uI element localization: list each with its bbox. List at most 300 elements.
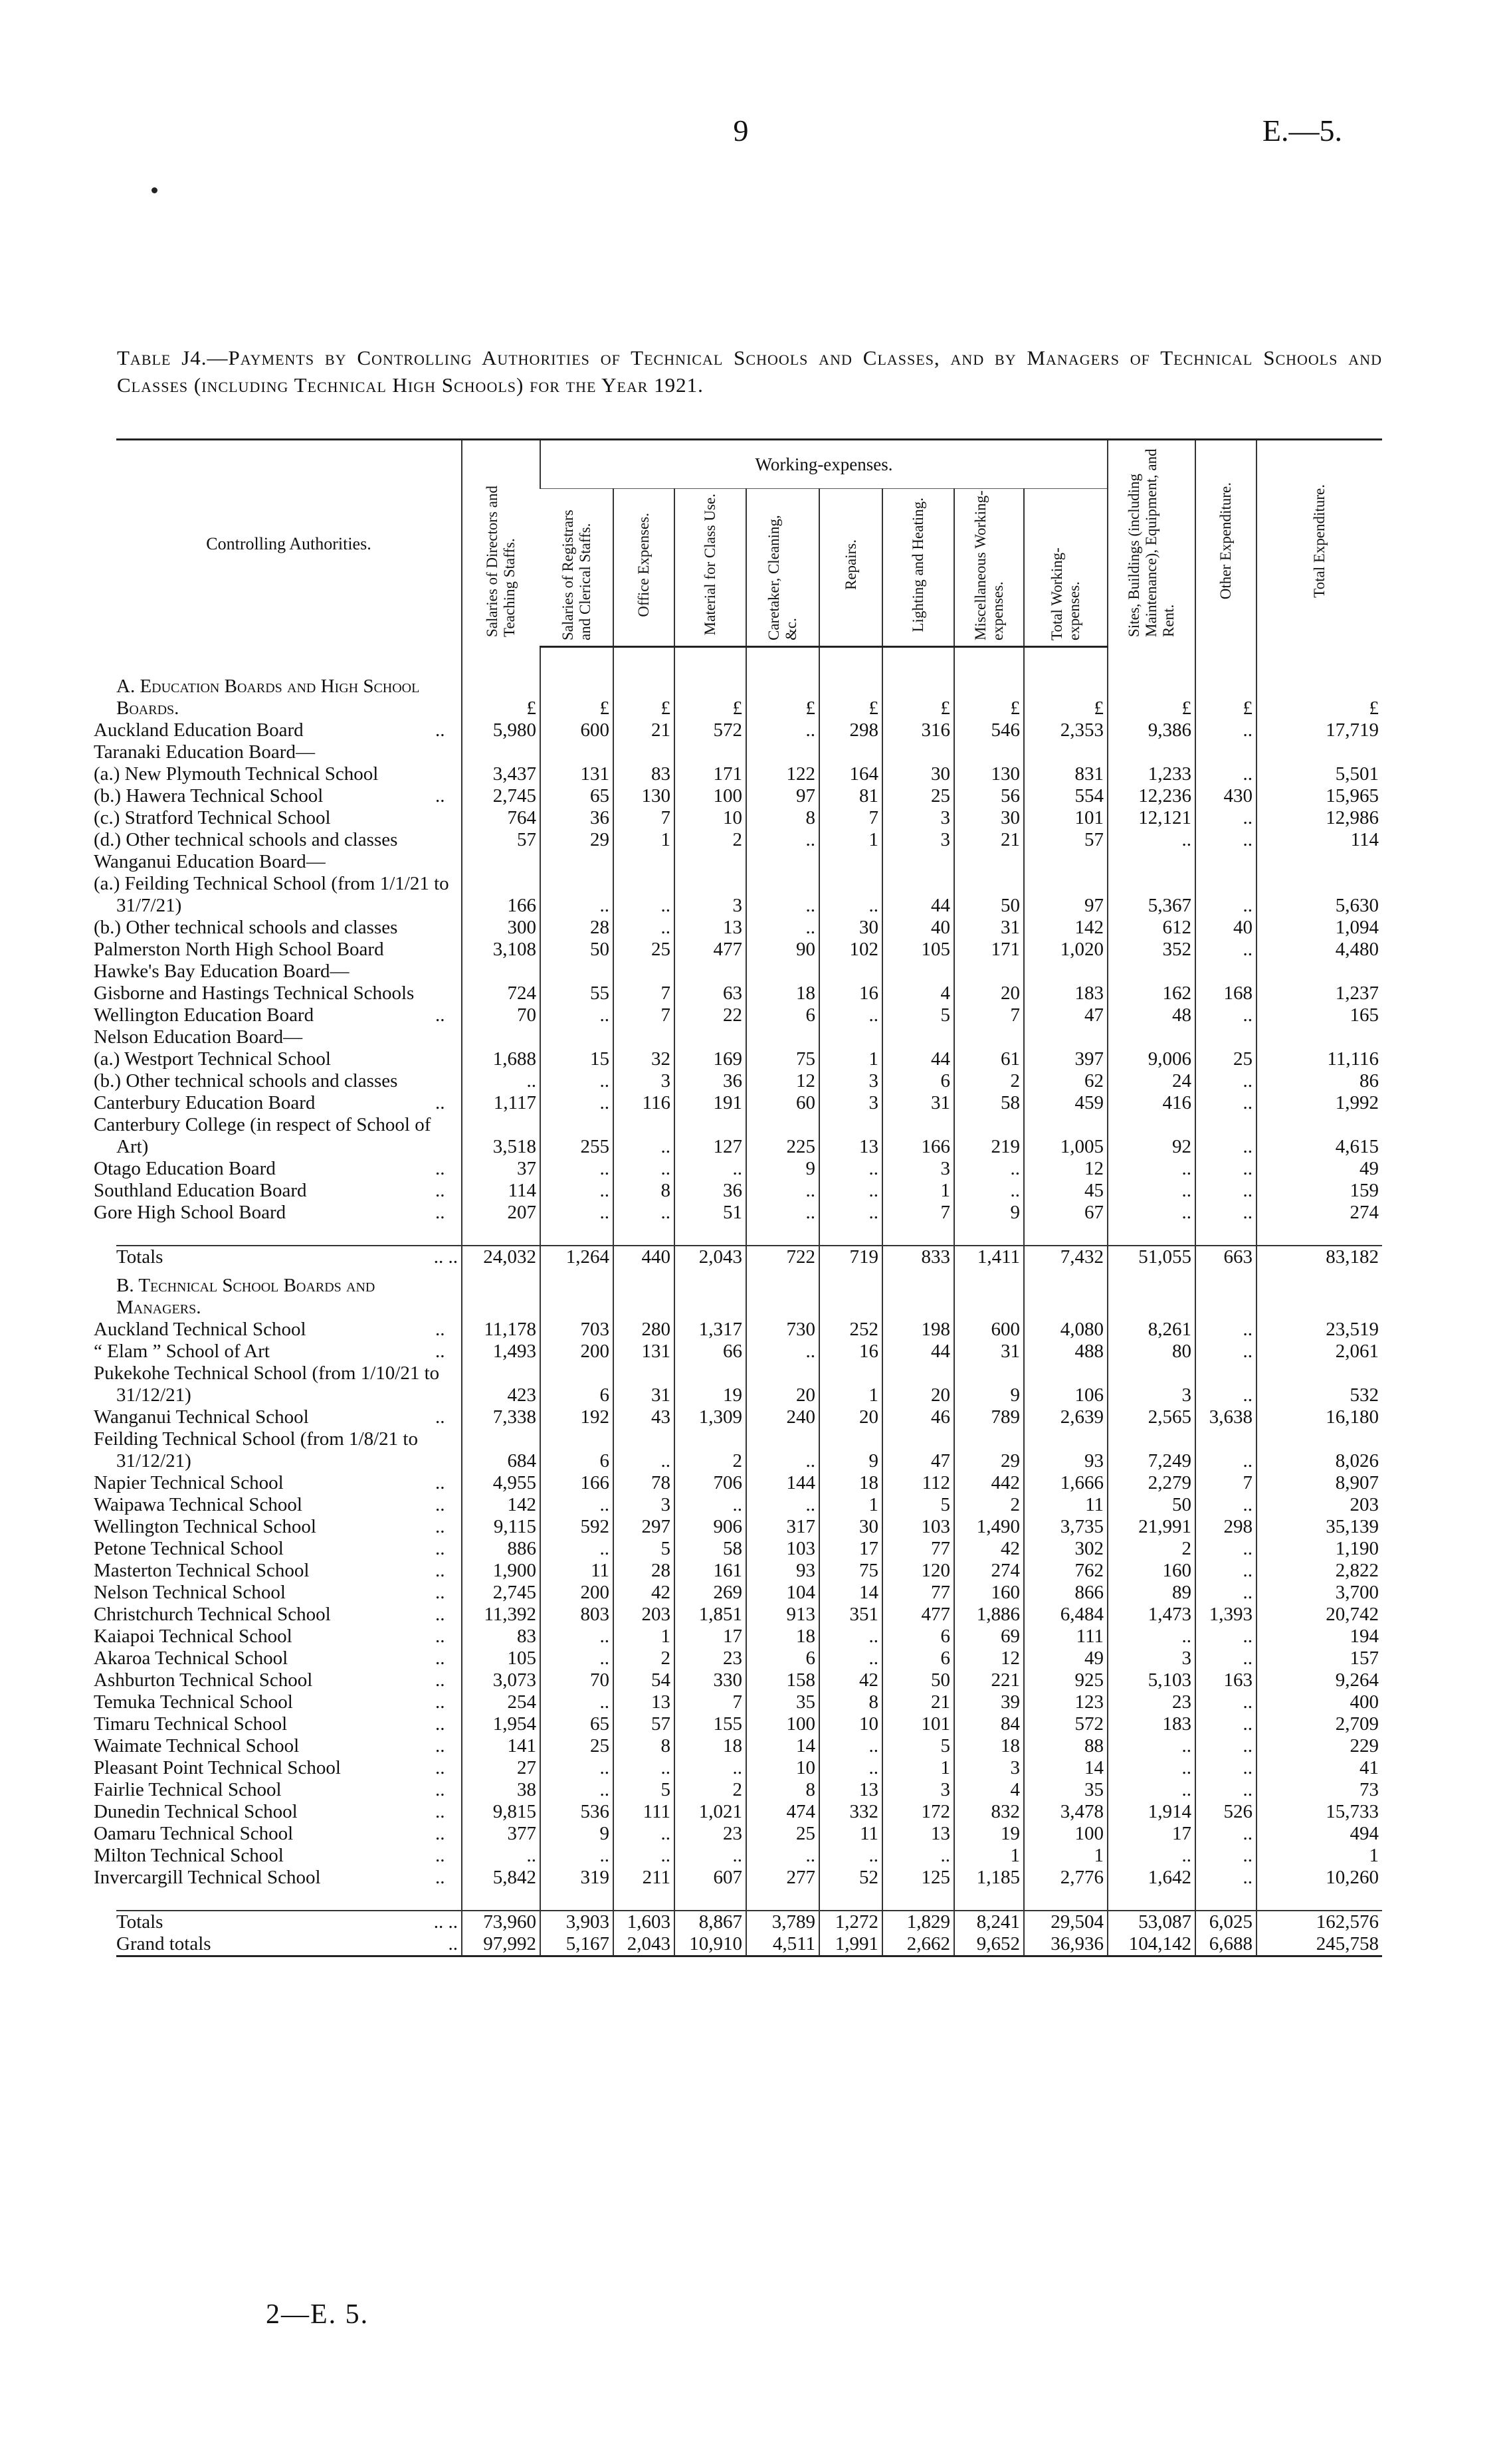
value-cell: 23: [674, 1648, 746, 1669]
document-reference: E.—5.: [1262, 114, 1342, 147]
table-row: [116, 1560, 1382, 1582]
value-cell: 12: [954, 1648, 1024, 1669]
value-cell: 20: [746, 1363, 819, 1406]
value-cell: 41: [1256, 1757, 1382, 1779]
value-cell: 183: [1024, 983, 1108, 1004]
value-cell: 21,991: [1108, 1516, 1195, 1538]
value-cell: ..: [746, 1180, 819, 1202]
value-cell: ..: [746, 1428, 819, 1472]
value-cell: 45: [1024, 1180, 1108, 1202]
table-row: [116, 1779, 1382, 1801]
value-cell: ..: [1108, 1735, 1195, 1757]
value-cell: 19: [954, 1823, 1024, 1845]
unit-pound: £: [954, 669, 1024, 719]
value-cell: 38: [462, 1779, 540, 1801]
table-row: [116, 785, 1382, 807]
total-cell: 833: [882, 1246, 954, 1268]
value-cell: 50: [954, 873, 1024, 917]
value-cell: 3: [954, 1757, 1024, 1779]
value-cell: 70: [540, 1669, 613, 1691]
value-cell: 169: [674, 1048, 746, 1070]
value-cell: 536: [540, 1801, 613, 1823]
value-cell: ..: [540, 1070, 613, 1092]
value-cell: 160: [954, 1582, 1024, 1604]
value-cell: 11,178: [462, 1319, 540, 1341]
value-cell: ..: [1195, 1180, 1256, 1202]
value-cell: 17: [674, 1626, 746, 1648]
value-cell: 30: [882, 763, 954, 785]
value-cell: 546: [954, 719, 1024, 741]
value-cell: ..: [674, 1757, 746, 1779]
value-cell: ..: [1195, 1735, 1256, 1757]
table-row: [116, 829, 1382, 851]
authority-name: Canterbury College (in respect of School of Art): [94, 1114, 431, 1157]
total-cell: 104,142: [1108, 1933, 1195, 1956]
value-cell: ..: [540, 1202, 613, 1224]
value-cell: 31: [613, 1363, 674, 1406]
value-cell: 166: [462, 873, 540, 917]
unit-pound: [882, 1268, 954, 1319]
value-cell: 10: [674, 807, 746, 829]
value-cell: 8: [819, 1691, 882, 1713]
value-cell: [1024, 851, 1108, 873]
value-cell: 114: [462, 1180, 540, 1202]
value-cell: 77: [882, 1582, 954, 1604]
value-cell: 2: [674, 1428, 746, 1472]
authority-name: Auckland Technical School ..: [94, 1319, 445, 1340]
authority-name: (a.) New Plymouth Technical School: [94, 763, 379, 785]
value-cell: ..: [819, 1004, 882, 1026]
value-cell: 1: [819, 829, 882, 851]
table-row: [116, 1713, 1382, 1735]
unit-pound: [1195, 1268, 1256, 1319]
value-cell: 81: [819, 785, 882, 807]
table-row: [116, 1004, 1382, 1026]
table-row: [116, 1867, 1382, 1889]
value-cell: 18: [954, 1735, 1024, 1757]
value-cell: [1108, 741, 1195, 763]
value-cell: 84: [954, 1713, 1024, 1735]
unit-pound: [540, 1268, 613, 1319]
authority-name: Feilding Technical School (from 1/8/21 to 31/12/21): [94, 1428, 418, 1471]
value-cell: 100: [674, 785, 746, 807]
value-cell: ..: [613, 1202, 674, 1224]
value-cell: 706: [674, 1472, 746, 1494]
value-cell: 200: [540, 1341, 613, 1363]
col-office: Office Expenses.: [613, 489, 674, 647]
value-cell: ..: [1195, 1626, 1256, 1648]
value-cell: 35: [1024, 1779, 1108, 1801]
value-cell: 442: [954, 1472, 1024, 1494]
col-caretaker: Caretaker, Cleaning, &c.: [746, 489, 819, 647]
value-cell: 36: [674, 1070, 746, 1092]
value-cell: 1,005: [1024, 1114, 1108, 1158]
payments-table: [94, 438, 1382, 1957]
value-cell: 203: [613, 1604, 674, 1626]
value-cell: 171: [954, 939, 1024, 961]
value-cell: 252: [819, 1319, 882, 1341]
authority-name: Napier Technical School ..: [94, 1472, 445, 1493]
value-cell: 83: [613, 763, 674, 785]
table-row: [116, 1582, 1382, 1604]
value-cell: 158: [746, 1669, 819, 1691]
value-cell: 166: [540, 1472, 613, 1494]
value-cell: 269: [674, 1582, 746, 1604]
value-cell: ..: [540, 1845, 613, 1867]
authority-name: Timaru Technical School ..: [94, 1713, 445, 1735]
value-cell: 3,108: [462, 939, 540, 961]
value-cell: [819, 741, 882, 763]
value-cell: 2,822: [1256, 1560, 1382, 1582]
value-cell: 1,688: [462, 1048, 540, 1070]
unit-pound: £: [882, 669, 954, 719]
value-cell: ..: [1195, 1494, 1256, 1516]
total-cell: 162,576: [1256, 1911, 1382, 1933]
value-cell: 1,886: [954, 1604, 1024, 1626]
total-cell: 4,511: [746, 1933, 819, 1956]
value-cell: 56: [954, 785, 1024, 807]
value-cell: 116: [613, 1092, 674, 1114]
value-cell: 46: [882, 1406, 954, 1428]
value-cell: 93: [746, 1560, 819, 1582]
total-cell: 1,411: [954, 1246, 1024, 1268]
value-cell: 57: [462, 829, 540, 851]
table-row: [116, 983, 1382, 1004]
table-row: [116, 1048, 1382, 1070]
value-cell: [954, 961, 1024, 983]
total-cell: 2,043: [613, 1933, 674, 1956]
value-cell: 3,638: [1195, 1406, 1256, 1428]
authority-name: Masterton Technical School ..: [94, 1560, 445, 1581]
value-cell: 127: [674, 1114, 746, 1158]
value-cell: 112: [882, 1472, 954, 1494]
value-cell: 5,367: [1108, 873, 1195, 917]
value-cell: 2,279: [1108, 1472, 1195, 1494]
value-cell: ..: [1195, 1648, 1256, 1669]
value-cell: 416: [1108, 1092, 1195, 1114]
value-cell: 211: [613, 1867, 674, 1889]
value-cell: 54: [613, 1669, 674, 1691]
value-cell: 1: [613, 829, 674, 851]
value-cell: 8: [746, 807, 819, 829]
value-cell: ..: [540, 1757, 613, 1779]
table-row: [116, 1757, 1382, 1779]
value-cell: 5,501: [1256, 763, 1382, 785]
value-cell: ..: [1195, 1713, 1256, 1735]
totals-row: [116, 1911, 1382, 1933]
value-cell: ..: [674, 1158, 746, 1180]
table-body: [94, 647, 1382, 1956]
value-cell: ..: [1108, 1626, 1195, 1648]
value-cell: ..: [613, 873, 674, 917]
value-cell: 203: [1256, 1494, 1382, 1516]
value-cell: 164: [819, 763, 882, 785]
table-row: [116, 1070, 1382, 1092]
authority-name: Pleasant Point Technical School ..: [94, 1757, 445, 1778]
value-cell: 316: [882, 719, 954, 741]
value-cell: 9: [819, 1428, 882, 1472]
value-cell: ..: [746, 829, 819, 851]
unit-pound: £: [819, 669, 882, 719]
value-cell: 7: [613, 807, 674, 829]
table-row: [116, 1363, 1382, 1406]
table-row: [116, 1472, 1382, 1494]
value-cell: [462, 1026, 540, 1048]
value-cell: ..: [819, 1757, 882, 1779]
table-row: [116, 873, 1382, 917]
value-cell: 6: [540, 1428, 613, 1472]
value-cell: ..: [613, 1158, 674, 1180]
value-cell: 3: [882, 829, 954, 851]
value-cell: 9: [954, 1363, 1024, 1406]
value-cell: 4,080: [1024, 1319, 1108, 1341]
value-cell: 1: [1256, 1845, 1382, 1867]
value-cell: 1,666: [1024, 1472, 1108, 1494]
unit-pound: [954, 1268, 1024, 1319]
value-cell: 526: [1195, 1801, 1256, 1823]
value-cell: ..: [819, 1180, 882, 1202]
section-header: [116, 669, 1382, 719]
value-cell: [540, 1026, 613, 1048]
value-cell: 183: [1108, 1713, 1195, 1735]
value-cell: [674, 1026, 746, 1048]
value-cell: 1,900: [462, 1560, 540, 1582]
authority-name: Nelson Education Board—: [94, 1026, 303, 1048]
value-cell: ..: [1195, 1428, 1256, 1472]
value-cell: 101: [882, 1713, 954, 1735]
value-cell: [954, 851, 1024, 873]
table-id: Table J4.: [117, 346, 207, 369]
value-cell: 9,815: [462, 1801, 540, 1823]
value-cell: 80: [1108, 1341, 1195, 1363]
unit-pound: £: [1195, 669, 1256, 719]
value-cell: 1,393: [1195, 1604, 1256, 1626]
value-cell: ..: [462, 1070, 540, 1092]
value-cell: 192: [540, 1406, 613, 1428]
total-cell: 51,055: [1108, 1246, 1195, 1268]
value-cell: 377: [462, 1823, 540, 1845]
value-cell: 1: [1024, 1845, 1108, 1867]
value-cell: 35,139: [1256, 1516, 1382, 1538]
value-cell: 6: [540, 1363, 613, 1406]
value-cell: [462, 851, 540, 873]
value-cell: 2: [954, 1494, 1024, 1516]
value-cell: 15: [540, 1048, 613, 1070]
value-cell: ..: [674, 1494, 746, 1516]
value-cell: 572: [674, 719, 746, 741]
value-cell: 913: [746, 1604, 819, 1626]
total-cell: 5,167: [540, 1933, 613, 1956]
value-cell: 141: [462, 1735, 540, 1757]
value-cell: 65: [540, 785, 613, 807]
value-cell: ..: [1108, 1180, 1195, 1202]
value-cell: 20: [882, 1363, 954, 1406]
value-cell: [540, 961, 613, 983]
value-cell: [1024, 961, 1108, 983]
total-cell: 2,662: [882, 1933, 954, 1956]
value-cell: 6: [746, 1004, 819, 1026]
value-cell: [882, 961, 954, 983]
table-row: [116, 1428, 1382, 1472]
value-cell: 88: [1024, 1735, 1108, 1757]
grand-totals-row: [116, 1933, 1382, 1956]
value-cell: 157: [1256, 1648, 1382, 1669]
value-cell: 55: [540, 983, 613, 1004]
value-cell: [819, 1026, 882, 1048]
value-cell: 5: [882, 1494, 954, 1516]
value-cell: 172: [882, 1801, 954, 1823]
value-cell: 7: [613, 983, 674, 1004]
value-cell: 7,338: [462, 1406, 540, 1428]
value-cell: 166: [882, 1114, 954, 1158]
value-cell: ..: [746, 1341, 819, 1363]
value-cell: 1,992: [1256, 1092, 1382, 1114]
value-cell: ..: [819, 873, 882, 917]
value-cell: 105: [462, 1648, 540, 1669]
value-cell: 122: [746, 763, 819, 785]
value-cell: [819, 851, 882, 873]
authority-name: Dunedin Technical School ..: [94, 1801, 445, 1822]
value-cell: [1256, 851, 1382, 873]
col-sites: Sites, Buildings (including Maintenance), Equipment, and Rent.: [1108, 440, 1195, 647]
table-row: [116, 1604, 1382, 1626]
value-cell: 44: [882, 1341, 954, 1363]
value-cell: 18: [674, 1735, 746, 1757]
value-cell: 35: [746, 1691, 819, 1713]
value-cell: [1256, 961, 1382, 983]
value-cell: 2: [674, 1779, 746, 1801]
authority-name: Southland Education Board ..: [94, 1180, 445, 1201]
value-cell: 9,264: [1256, 1669, 1382, 1691]
value-cell: ..: [882, 1845, 954, 1867]
value-cell: 40: [1195, 917, 1256, 939]
authority-name: Nelson Technical School ..: [94, 1582, 445, 1603]
value-cell: 31: [954, 1341, 1024, 1363]
value-cell: ..: [540, 1494, 613, 1516]
value-cell: 18: [746, 983, 819, 1004]
value-cell: 2: [1108, 1538, 1195, 1560]
value-cell: 3: [882, 1158, 954, 1180]
value-cell: 724: [462, 983, 540, 1004]
value-cell: 280: [613, 1319, 674, 1341]
table-row: [116, 1092, 1382, 1114]
value-cell: 123: [1024, 1691, 1108, 1713]
value-cell: 52: [819, 1867, 882, 1889]
total-cell: 1,991: [819, 1933, 882, 1956]
value-cell: 8,907: [1256, 1472, 1382, 1494]
authority-name: Pukekohe Technical School (from 1/10/21 to 31/12/21): [94, 1363, 440, 1406]
authority-name: Akaroa Technical School ..: [94, 1648, 445, 1669]
value-cell: 317: [746, 1516, 819, 1538]
value-cell: 1: [882, 1757, 954, 1779]
value-cell: [1108, 1026, 1195, 1048]
total-cell: 6,688: [1195, 1933, 1256, 1956]
table-row: [116, 1026, 1382, 1048]
value-cell: 25: [882, 785, 954, 807]
value-cell: 101: [1024, 807, 1108, 829]
value-cell: [1256, 741, 1382, 763]
col-lighting: Lighting and Heating.: [882, 489, 954, 647]
value-cell: 29: [954, 1428, 1024, 1472]
authority-name: (b.) Hawera Technical School ..: [94, 785, 445, 806]
value-cell: 2,709: [1256, 1713, 1382, 1735]
authority-name: Gore High School Board ..: [94, 1202, 445, 1223]
value-cell: 49: [1256, 1158, 1382, 1180]
value-cell: 3,700: [1256, 1582, 1382, 1604]
authority-name: Invercargill Technical School ..: [94, 1867, 445, 1888]
table-row: [116, 741, 1382, 763]
unit-pound: £: [1108, 669, 1195, 719]
authority-name: Otago Education Board ..: [94, 1158, 445, 1179]
value-cell: 2,745: [462, 785, 540, 807]
value-cell: ..: [1195, 829, 1256, 851]
value-cell: 200: [540, 1582, 613, 1604]
authority-name: (a.) Westport Technical School: [94, 1048, 331, 1070]
value-cell: 2,639: [1024, 1406, 1108, 1428]
value-cell: 1: [819, 1048, 882, 1070]
value-cell: 65: [540, 1713, 613, 1735]
value-cell: 43: [613, 1406, 674, 1428]
value-cell: 13: [819, 1114, 882, 1158]
value-cell: ..: [819, 1626, 882, 1648]
authority-name: Wellington Technical School ..: [94, 1516, 445, 1537]
value-cell: [1108, 961, 1195, 983]
value-cell: 130: [954, 763, 1024, 785]
col-repairs: Repairs.: [819, 489, 882, 647]
value-cell: 36: [540, 807, 613, 829]
value-cell: [954, 1026, 1024, 1048]
value-cell: 1,851: [674, 1604, 746, 1626]
value-cell: 477: [674, 939, 746, 961]
value-cell: 221: [954, 1669, 1024, 1691]
value-cell: ..: [540, 1004, 613, 1026]
value-cell: 2,745: [462, 1582, 540, 1604]
value-cell: ..: [954, 1180, 1024, 1202]
value-cell: ..: [1195, 1363, 1256, 1406]
authority-name: Milton Technical School ..: [94, 1845, 445, 1866]
value-cell: 51: [674, 1202, 746, 1224]
value-cell: 1,117: [462, 1092, 540, 1114]
value-cell: 86: [1256, 1070, 1382, 1092]
value-cell: 89: [1108, 1582, 1195, 1604]
total-cell: 440: [613, 1246, 674, 1268]
value-cell: 8: [613, 1180, 674, 1202]
value-cell: 2,353: [1024, 719, 1108, 741]
value-cell: 48: [1108, 1004, 1195, 1026]
value-cell: 3: [1108, 1363, 1195, 1406]
value-cell: 9,006: [1108, 1048, 1195, 1070]
value-cell: 3,735: [1024, 1516, 1108, 1538]
value-cell: [613, 741, 674, 763]
value-cell: 20: [954, 983, 1024, 1004]
table-row: [116, 1626, 1382, 1648]
value-cell: 1,021: [674, 1801, 746, 1823]
value-cell: ..: [1195, 807, 1256, 829]
value-cell: 1,237: [1256, 983, 1382, 1004]
value-cell: 4,480: [1256, 939, 1382, 961]
table-row: [116, 961, 1382, 983]
value-cell: ..: [1195, 1538, 1256, 1560]
value-cell: 60: [746, 1092, 819, 1114]
value-cell: 8,026: [1256, 1428, 1382, 1472]
value-cell: 6: [882, 1626, 954, 1648]
value-cell: [1195, 961, 1256, 983]
value-cell: 36: [674, 1180, 746, 1202]
value-cell: 78: [613, 1472, 674, 1494]
authority-name: (b.) Other technical schools and classes: [94, 917, 398, 938]
value-cell: 67: [1024, 1202, 1108, 1224]
value-cell: 14: [746, 1735, 819, 1757]
